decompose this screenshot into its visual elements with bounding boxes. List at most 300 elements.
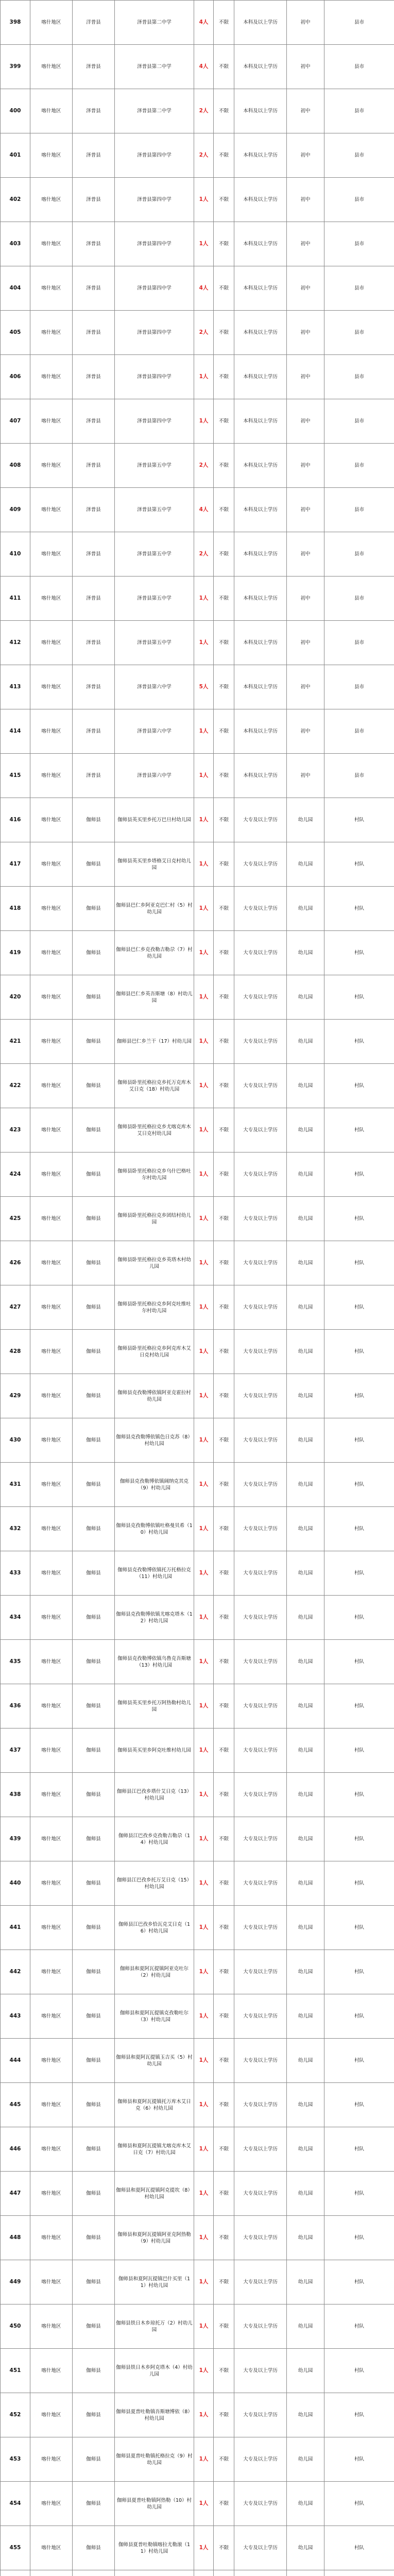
region-cell: 喀什地区 <box>30 1153 73 1197</box>
table-row <box>1 1861 394 1906</box>
school-cell: 伽师县铁日木乡阿克塔木（4）村幼儿园 <box>115 2349 194 2393</box>
table-row <box>1 1153 394 1197</box>
education-cell: 大专及以上学历 <box>234 798 287 842</box>
headcount-cell: 1人 <box>194 1020 214 1064</box>
county-cell: 伽师县 <box>73 1994 115 2039</box>
school-cell: 伽师县克孜勒博依镇托万托格拉克（11）村幼儿园 <box>115 1551 194 1596</box>
age-cell: 不限 <box>214 887 234 931</box>
row-number: 440 <box>1 1861 30 1906</box>
location-type-cell: 村队 <box>324 1197 394 1241</box>
school-section-cell: 幼儿园 <box>287 2526 324 2570</box>
school-cell: 伽师县卧里托格拉克乡英塔木村幼儿园 <box>115 1241 194 1285</box>
row-number: 423 <box>1 1108 30 1153</box>
region-cell: 喀什地区 <box>30 2172 73 2216</box>
location-type-cell: 村队 <box>324 1330 394 1374</box>
education-cell: 本科及以上学历 <box>234 532 287 577</box>
age-cell: 不限 <box>214 89 234 133</box>
table-body <box>1 1 394 2576</box>
age-cell: 不限 <box>214 444 234 488</box>
headcount-cell: 1人 <box>194 1773 214 1817</box>
table-row <box>1 1463 394 1507</box>
age-cell: 不限 <box>214 222 234 266</box>
location-type-cell: 县市 <box>324 133 394 178</box>
table-row <box>1 1684 394 1728</box>
school-cell: 伽师县克孜勒博依镇阿亚克霍拉村幼儿园 <box>115 1374 194 1418</box>
location-type-cell: 村队 <box>324 1950 394 1994</box>
school-cell: 伽师县江巴孜乡克孜勒吉勒尕（14）村幼儿园 <box>115 1817 194 1861</box>
headcount-cell: 1人 <box>194 1374 214 1418</box>
table-row <box>1 2260 394 2304</box>
education-cell: 本科及以上学历 <box>234 444 287 488</box>
location-type-cell: 县市 <box>324 1 394 45</box>
education-cell: 大专及以上学历 <box>234 1374 287 1418</box>
region-cell: 喀什地区 <box>30 2083 73 2127</box>
school-section-cell: 幼儿园 <box>287 1330 324 1374</box>
school-section-cell: 幼儿园 <box>287 2172 324 2216</box>
table-row <box>1 532 394 577</box>
headcount-cell: 2人 <box>194 133 214 178</box>
age-cell: 不限 <box>214 488 234 532</box>
location-type-cell: 县市 <box>324 266 394 311</box>
age-cell: 不限 <box>214 1906 234 1950</box>
location-type-cell: 县市 <box>324 488 394 532</box>
row-number: 422 <box>1 1064 30 1108</box>
age-cell: 不限 <box>214 2216 234 2260</box>
age-cell: 不限 <box>214 2304 234 2349</box>
headcount-cell: 4人 <box>194 1 214 45</box>
county-cell: 伽师县 <box>73 1684 115 1728</box>
table-row <box>1 2127 394 2172</box>
region-cell: 喀什地区 <box>30 1861 73 1906</box>
age-cell: 不限 <box>214 2526 234 2570</box>
headcount-cell: 1人 <box>194 754 214 798</box>
region-cell: 喀什地区 <box>30 1374 73 1418</box>
school-cell: 伽师县卧里托格拉克乡阿克吐维吐尔村幼儿园 <box>115 1285 194 1330</box>
education-cell: 大专及以上学历 <box>234 887 287 931</box>
age-cell: 不限 <box>214 842 234 887</box>
education-cell: 大专及以上学历 <box>234 1241 287 1285</box>
region-cell: 喀什地区 <box>30 355 73 399</box>
row-number: 434 <box>1 1596 30 1640</box>
region-cell: 喀什地区 <box>30 621 73 665</box>
headcount-cell: 1人 <box>194 1640 214 1684</box>
region-cell: 喀什地区 <box>30 222 73 266</box>
location-type-cell: 村队 <box>324 1640 394 1684</box>
table-row <box>1 931 394 975</box>
school-section-cell: 幼儿园 <box>287 2127 324 2172</box>
table-row <box>1 2304 394 2349</box>
table-row <box>1 2482 394 2526</box>
location-type-cell: 村队 <box>324 842 394 887</box>
row-number <box>1 2570 30 2576</box>
age-cell: 不限 <box>214 1285 234 1330</box>
row-number: 444 <box>1 2039 30 2083</box>
county-cell: 伽师县 <box>73 1330 115 1374</box>
age-cell: 不限 <box>214 1064 234 1108</box>
row-number: 438 <box>1 1773 30 1817</box>
education-cell: 大专及以上学历 <box>234 2393 287 2437</box>
education-cell: 大专及以上学历 <box>234 2349 287 2393</box>
region-cell: 喀什地区 <box>30 2216 73 2260</box>
county-cell: 伽师县 <box>73 1197 115 1241</box>
row-number: 405 <box>1 311 30 355</box>
education-cell: 本科及以上学历 <box>234 709 287 754</box>
table-row <box>1 266 394 311</box>
row-number: 428 <box>1 1330 30 1374</box>
school-section-cell: 初中 <box>287 399 324 444</box>
region-cell: 喀什地区 <box>30 842 73 887</box>
table-row <box>1 1906 394 1950</box>
county-cell: 伽师县 <box>73 1861 115 1906</box>
table-row <box>1 577 394 621</box>
school-section-cell: 幼儿园 <box>287 798 324 842</box>
school-section-cell: 初中 <box>287 665 324 709</box>
table-row <box>1 355 394 399</box>
age-cell: 不限 <box>214 2437 234 2482</box>
region-cell: 喀什地区 <box>30 1994 73 2039</box>
region-cell: 喀什地区 <box>30 2304 73 2349</box>
table-row <box>1 1817 394 1861</box>
headcount-cell: 1人 <box>194 1285 214 1330</box>
school-cell: 伽师县夏普吐勒镇喀拉尤勒滚（11）村幼儿园 <box>115 2526 194 2570</box>
headcount-cell: 2人 <box>194 311 214 355</box>
education-cell: 大专及以上学历 <box>234 1330 287 1374</box>
headcount-cell: 4人 <box>194 488 214 532</box>
education-cell: 大专及以上学历 <box>234 931 287 975</box>
region-cell: 喀什地区 <box>30 1684 73 1728</box>
school-cell: 伽师县克孜勒博依镇吐格曼贝希（10）村幼儿园 <box>115 1507 194 1551</box>
row-number: 447 <box>1 2172 30 2216</box>
education-cell: 大专及以上学历 <box>234 975 287 1020</box>
headcount-cell <box>194 2570 214 2576</box>
education-cell: 大专及以上学历 <box>234 2039 287 2083</box>
table-row <box>1 1330 394 1374</box>
school-section-cell: 初中 <box>287 222 324 266</box>
row-number: 442 <box>1 1950 30 1994</box>
row-number: 412 <box>1 621 30 665</box>
education-cell: 大专及以上学历 <box>234 1153 287 1197</box>
location-type-cell: 村队 <box>324 2172 394 2216</box>
row-number: 429 <box>1 1374 30 1418</box>
location-type-cell: 县市 <box>324 222 394 266</box>
county-cell: 伽师县 <box>73 1418 115 1463</box>
county-cell: 泽普县 <box>73 444 115 488</box>
location-type-cell: 村队 <box>324 1020 394 1064</box>
education-cell: 大专及以上学历 <box>234 1064 287 1108</box>
school-cell: 伽师县夏普吐勒镇吾斯塘博依（8）村幼儿园 <box>115 2393 194 2437</box>
county-cell: 伽师县 <box>73 2393 115 2437</box>
location-type-cell: 村队 <box>324 2349 394 2393</box>
school-cell: 泽普县第四中学 <box>115 355 194 399</box>
location-type-cell: 村队 <box>324 2304 394 2349</box>
school-section-cell: 幼儿园 <box>287 1906 324 1950</box>
education-cell: 本科及以上学历 <box>234 133 287 178</box>
county-cell: 伽师县 <box>73 2083 115 2127</box>
county-cell: 伽师县 <box>73 2482 115 2526</box>
school-section-cell: 初中 <box>287 1 324 45</box>
table-row <box>1 1374 394 1418</box>
county-cell: 伽师县 <box>73 931 115 975</box>
school-section-cell: 初中 <box>287 532 324 577</box>
age-cell: 不限 <box>214 1861 234 1906</box>
school-cell: 伽师县和夏阿瓦提镇巴什买里（11）村幼儿园 <box>115 2260 194 2304</box>
region-cell: 喀什地区 <box>30 89 73 133</box>
headcount-cell: 1人 <box>194 1861 214 1906</box>
age-cell: 不限 <box>214 266 234 311</box>
region-cell: 喀什地区 <box>30 1950 73 1994</box>
school-cell: 伽师县夏普吐勒镇托格拉克（9）村幼儿园 <box>115 2437 194 2482</box>
school-cell: 伽师县克孜勒博依镇乌鲁克吾斯塘（13）村幼儿园 <box>115 1640 194 1684</box>
education-cell: 大专及以上学历 <box>234 2304 287 2349</box>
headcount-cell: 1人 <box>194 2127 214 2172</box>
school-section-cell: 幼儿园 <box>287 2039 324 2083</box>
region-cell: 喀什地区 <box>30 444 73 488</box>
headcount-cell: 1人 <box>194 1507 214 1551</box>
school-section-cell: 幼儿园 <box>287 1861 324 1906</box>
region-cell: 喀什地区 <box>30 1551 73 1596</box>
age-cell: 不限 <box>214 577 234 621</box>
region-cell: 喀什地区 <box>30 709 73 754</box>
row-number: 448 <box>1 2216 30 2260</box>
school-section-cell: 幼儿园 <box>287 1640 324 1684</box>
county-cell: 伽师县 <box>73 1551 115 1596</box>
school-section-cell: 幼儿园 <box>287 842 324 887</box>
location-type-cell: 县市 <box>324 399 394 444</box>
region-cell: 喀什地区 <box>30 532 73 577</box>
age-cell: 不限 <box>214 399 234 444</box>
location-type-cell: 村队 <box>324 1551 394 1596</box>
school-section-cell: 初中 <box>287 178 324 222</box>
headcount-cell: 1人 <box>194 1551 214 1596</box>
school-cell: 伽师县和夏阿瓦提镇克孜勒吐尔（3）村幼儿园 <box>115 1994 194 2039</box>
region-cell: 喀什地区 <box>30 931 73 975</box>
headcount-cell: 1人 <box>194 709 214 754</box>
location-type-cell: 村队 <box>324 975 394 1020</box>
table-row <box>1 709 394 754</box>
region-cell: 喀什地区 <box>30 1773 73 1817</box>
table-row <box>1 45 394 89</box>
headcount-cell: 1人 <box>194 1906 214 1950</box>
education-cell: 大专及以上学历 <box>234 1728 287 1773</box>
age-cell: 不限 <box>214 709 234 754</box>
school-section-cell: 幼儿园 <box>287 1551 324 1596</box>
school-section-cell: 幼儿园 <box>287 1241 324 1285</box>
headcount-cell: 2人 <box>194 89 214 133</box>
row-number: 406 <box>1 355 30 399</box>
education-cell: 大专及以上学历 <box>234 1596 287 1640</box>
region-cell: 喀什地区 <box>30 798 73 842</box>
age-cell: 不限 <box>214 1817 234 1861</box>
row-number: 417 <box>1 842 30 887</box>
school-section-cell: 幼儿园 <box>287 1418 324 1463</box>
school-cell: 伽师县卧里托格拉克乡阿克库木艾日克村幼儿园 <box>115 1330 194 1374</box>
region-cell: 喀什地区 <box>30 1108 73 1153</box>
headcount-cell: 1人 <box>194 1064 214 1108</box>
table-row <box>1 798 394 842</box>
school-section-cell: 幼儿园 <box>287 1153 324 1197</box>
row-number: 446 <box>1 2127 30 2172</box>
school-cell: 伽师县江巴孜乡塔什艾日克（13）村幼儿园 <box>115 1773 194 1817</box>
headcount-cell: 1人 <box>194 2216 214 2260</box>
row-number: 415 <box>1 754 30 798</box>
school-cell: 泽普县第五中学 <box>115 444 194 488</box>
school-section-cell: 幼儿园 <box>287 1728 324 1773</box>
county-cell: 伽师县 <box>73 1241 115 1285</box>
county-cell: 伽师县 <box>73 1463 115 1507</box>
row-number: 426 <box>1 1241 30 1285</box>
school-section-cell: 幼儿园 <box>287 1020 324 1064</box>
location-type-cell: 村队 <box>324 1817 394 1861</box>
row-number: 430 <box>1 1418 30 1463</box>
location-type-cell: 县市 <box>324 45 394 89</box>
county-cell <box>73 2570 115 2576</box>
table-row <box>1 842 394 887</box>
age-cell: 不限 <box>214 1197 234 1241</box>
row-number: 455 <box>1 2526 30 2570</box>
age-cell: 不限 <box>214 1241 234 1285</box>
table-row <box>1 222 394 266</box>
education-cell: 本科及以上学历 <box>234 45 287 89</box>
location-type-cell: 县市 <box>324 89 394 133</box>
row-number: 437 <box>1 1728 30 1773</box>
location-type-cell: 村队 <box>324 1374 394 1418</box>
county-cell: 伽师县 <box>73 1817 115 1861</box>
school-cell: 伽师县和夏阿瓦提镇阿亚克吐尔（2）村幼儿园 <box>115 1950 194 1994</box>
location-type-cell: 村队 <box>324 2127 394 2172</box>
school-section-cell: 幼儿园 <box>287 1994 324 2039</box>
school-cell: 伽师县铁日木乡琼托万（2）村幼儿园 <box>115 2304 194 2349</box>
table-row <box>1 2083 394 2127</box>
location-type-cell: 村队 <box>324 2482 394 2526</box>
education-cell: 本科及以上学历 <box>234 266 287 311</box>
education-cell: 大专及以上学历 <box>234 2172 287 2216</box>
school-section-cell: 初中 <box>287 444 324 488</box>
row-number: 399 <box>1 45 30 89</box>
age-cell: 不限 <box>214 665 234 709</box>
headcount-cell: 1人 <box>194 2349 214 2393</box>
school-cell: 泽普县第四中学 <box>115 266 194 311</box>
row-number: 453 <box>1 2437 30 2482</box>
county-cell: 伽师县 <box>73 2260 115 2304</box>
county-cell: 泽普县 <box>73 133 115 178</box>
headcount-cell: 4人 <box>194 266 214 311</box>
school-section-cell: 幼儿园 <box>287 1773 324 1817</box>
location-type-cell: 村队 <box>324 1108 394 1153</box>
age-cell: 不限 <box>214 133 234 178</box>
age-cell: 不限 <box>214 1728 234 1773</box>
headcount-cell: 1人 <box>194 2304 214 2349</box>
headcount-cell: 1人 <box>194 2172 214 2216</box>
school-section-cell: 幼儿园 <box>287 2216 324 2260</box>
school-section-cell: 幼儿园 <box>287 2482 324 2526</box>
row-number: 439 <box>1 1817 30 1861</box>
table-row <box>1 1241 394 1285</box>
region-cell: 喀什地区 <box>30 266 73 311</box>
county-cell: 泽普县 <box>73 178 115 222</box>
county-cell: 泽普县 <box>73 311 115 355</box>
headcount-cell: 1人 <box>194 577 214 621</box>
location-type-cell <box>324 2570 394 2576</box>
education-cell: 大专及以上学历 <box>234 2083 287 2127</box>
row-number: 433 <box>1 1551 30 1596</box>
location-type-cell: 村队 <box>324 2039 394 2083</box>
location-type-cell: 县市 <box>324 355 394 399</box>
row-number: 418 <box>1 887 30 931</box>
table-row <box>1 1773 394 1817</box>
region-cell: 喀什地区 <box>30 887 73 931</box>
region-cell: 喀什地区 <box>30 1507 73 1551</box>
school-cell: 泽普县第二中学 <box>115 89 194 133</box>
row-number: 450 <box>1 2304 30 2349</box>
location-type-cell: 村队 <box>324 1064 394 1108</box>
table-row <box>1 1197 394 1241</box>
table-row <box>1 311 394 355</box>
location-type-cell: 县市 <box>324 178 394 222</box>
location-type-cell: 村队 <box>324 1906 394 1950</box>
education-cell: 大专及以上学历 <box>234 2127 287 2172</box>
school-cell <box>115 2570 194 2576</box>
headcount-cell: 1人 <box>194 2393 214 2437</box>
education-cell: 本科及以上学历 <box>234 754 287 798</box>
headcount-cell: 1人 <box>194 798 214 842</box>
county-cell: 伽师县 <box>73 842 115 887</box>
school-section-cell: 初中 <box>287 488 324 532</box>
county-cell: 泽普县 <box>73 89 115 133</box>
table-row <box>1 887 394 931</box>
row-number: 414 <box>1 709 30 754</box>
age-cell: 不限 <box>214 1773 234 1817</box>
table-row <box>1 1108 394 1153</box>
education-cell: 大专及以上学历 <box>234 1418 287 1463</box>
school-section-cell: 幼儿园 <box>287 1596 324 1640</box>
school-cell: 伽师县和夏阿瓦提镇玉吉买（5）村幼儿园 <box>115 2039 194 2083</box>
county-cell: 伽师县 <box>73 1108 115 1153</box>
age-cell: 不限 <box>214 178 234 222</box>
school-cell: 伽师县克孜勒博依镇色日克苏（8）村幼儿园 <box>115 1418 194 1463</box>
region-cell: 喀什地区 <box>30 754 73 798</box>
region-cell: 喀什地区 <box>30 1817 73 1861</box>
region-cell: 喀什地区 <box>30 488 73 532</box>
age-cell: 不限 <box>214 975 234 1020</box>
location-type-cell: 村队 <box>324 2260 394 2304</box>
school-section-cell: 幼儿园 <box>287 2260 324 2304</box>
age-cell: 不限 <box>214 1507 234 1551</box>
age-cell: 不限 <box>214 1153 234 1197</box>
row-number: 419 <box>1 931 30 975</box>
region-cell: 喀什地区 <box>30 1285 73 1330</box>
age-cell: 不限 <box>214 2039 234 2083</box>
headcount-cell: 2人 <box>194 444 214 488</box>
school-cell: 泽普县第五中学 <box>115 532 194 577</box>
county-cell: 伽师县 <box>73 1950 115 1994</box>
school-cell: 伽师县卧里托格拉克乡团结村幼儿园 <box>115 1197 194 1241</box>
headcount-cell: 2人 <box>194 532 214 577</box>
table-row <box>1 1728 394 1773</box>
table-row <box>1 1 394 45</box>
row-number: 407 <box>1 399 30 444</box>
county-cell: 泽普县 <box>73 266 115 311</box>
school-section-cell: 幼儿园 <box>287 1684 324 1728</box>
region-cell: 喀什地区 <box>30 45 73 89</box>
row-number: 445 <box>1 2083 30 2127</box>
headcount-cell: 1人 <box>194 1330 214 1374</box>
education-cell: 本科及以上学历 <box>234 621 287 665</box>
region-cell: 喀什地区 <box>30 2437 73 2482</box>
region-cell: 喀什地区 <box>30 1197 73 1241</box>
education-cell: 本科及以上学历 <box>234 399 287 444</box>
school-cell: 泽普县第四中学 <box>115 133 194 178</box>
county-cell: 泽普县 <box>73 665 115 709</box>
